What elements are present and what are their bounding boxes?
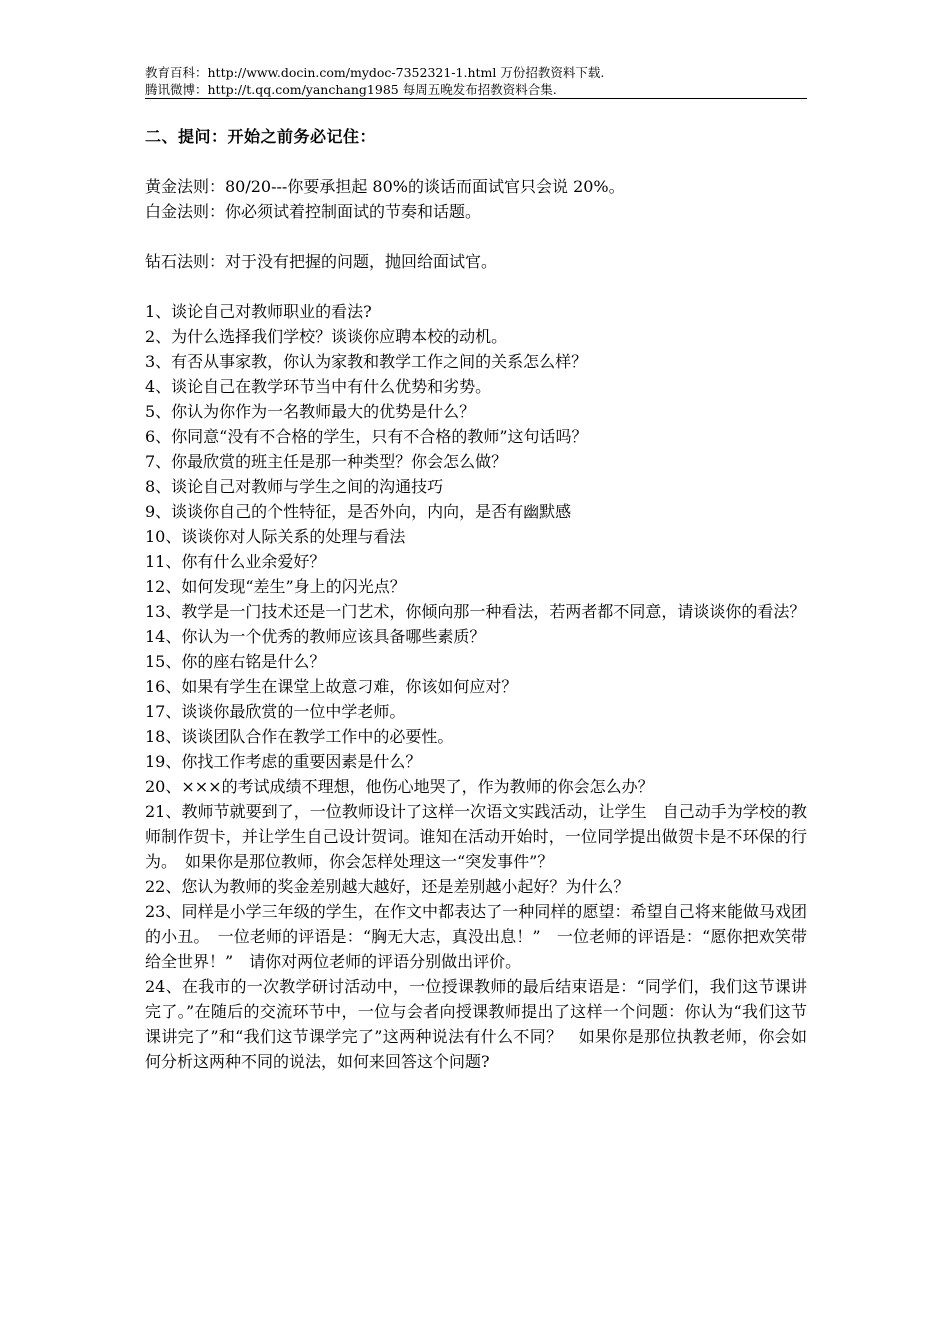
question-item: 22、您认为教师的奖金差别越大越好，还是差别越小起好？为什么？ — [145, 877, 630, 896]
question-item: 14、你认为一个优秀的教师应该具备哪些素质？ — [145, 627, 486, 646]
question-item: 1、谈论自己对教师职业的看法? — [145, 302, 372, 321]
question-item: 16、如果有学生在课堂上故意刁难，你该如何应对？ — [145, 677, 518, 696]
platinum-rule: 白金法则：你必须试着控制面试的节奏和话题。 — [145, 202, 482, 221]
question-item: 20、×××的考试成绩不理想，他伤心地哭了，作为教师的你会怎么办？ — [145, 777, 654, 796]
question-item: 4、谈论自己在教学环节当中有什么优势和劣势。 — [145, 377, 492, 396]
question-item: 18、谈谈团队合作在教学工作中的必要性。 — [145, 727, 454, 746]
header-divider — [145, 98, 807, 99]
question-item: 15、你的座右铭是什么？ — [145, 652, 326, 671]
question-item: 12、如何发现“差生”身上的闪光点？ — [145, 577, 406, 596]
gold-rule: 黄金法则：80/20---你要承担起 80%的谈话而面试官只会说 20%。 — [145, 177, 625, 196]
question-item: 24、在我市的一次教学研讨活动中，一位授课教师的最后结束语是：“同学们，我们这节课讲完了。”在随后的交流环节中，一位与会者向授课教师提出了这样一个问题：你认为“我们这节课讲完了”和“我们这节课学完了”这两种说法有什么不同？ 如果你是那位执教老师，你会如何分析这两种不同的说法，如何来回答这个问题? — [145, 977, 807, 1071]
header-line-docin: 教育百科：http://www.docin.com/mydoc-7352321-1.html 万份招教资料下载. — [145, 65, 605, 80]
question-item: 9、谈谈你自己的个性特征，是否外向，内向，是否有幽默感 — [145, 502, 572, 521]
question-item: 6、你同意“没有不合格的学生，只有不合格的教师”这句话吗？ — [145, 427, 588, 446]
document-page — [145, 64, 807, 1074]
question-item: 8、谈论自己对教师与学生之间的沟通技巧 — [145, 477, 444, 496]
section-title: 二、提问：开始之前务必记住： — [145, 127, 377, 146]
page-header — [145, 64, 807, 99]
spacer — [145, 224, 807, 249]
question-item: 7、你最欣赏的班主任是那一种类型？你会怎么做？ — [145, 452, 508, 471]
question-item: 5、你认为你作为一名教师最大的优势是什么？ — [145, 402, 476, 421]
question-item: 13、教学是一门技术还是一门艺术，你倾向那一种看法，若两者都不同意，请谈谈你的看法？ — [145, 602, 806, 621]
question-item: 17、谈谈你最欣赏的一位中学老师。 — [145, 702, 406, 721]
header-line-weibo: 腾讯微博：http://t.qq.com/yanchang1985 每周五晚发布招教资料合集. — [145, 82, 557, 97]
question-item: 21、教师节就要到了，一位教师设计了这样一次语文实践活动，让学生 自己动手为学校的教师制作贺卡，并让学生自己设计贺词。谁知在活动开始时，一位同学提出做贺卡是不环保的行为。 如果你是那位教师，你会怎样处理这一“突发事件”？ — [145, 802, 807, 871]
question-item: 2、为什么选择我们学校？谈谈你应聘本校的动机。 — [145, 327, 508, 346]
question-item: 3、有否从事家教，你认为家教和教学工作之间的关系怎么样？ — [145, 352, 588, 371]
question-item: 23、同样是小学三年级的学生，在作文中都表达了一种同样的愿望：希望自己将来能做马戏团的小丑。 一位老师的评语是：“胸无大志，真没出息！” 一位老师的评语是：“愿你把欢笑带给全世界！” 请你对两位老师的评语分别做出评价。 — [145, 902, 807, 971]
rules-block — [145, 174, 807, 274]
diamond-rule: 钻石法则：对于没有把握的问题，抛回给面试官。 — [145, 252, 498, 271]
question-item: 10、谈谈你对人际关系的处理与看法 — [145, 527, 406, 546]
question-item: 11、你有什么业余爱好？ — [145, 552, 326, 571]
question-item: 19、你找工作考虑的重要因素是什么？ — [145, 752, 422, 771]
question-list — [145, 299, 807, 1074]
